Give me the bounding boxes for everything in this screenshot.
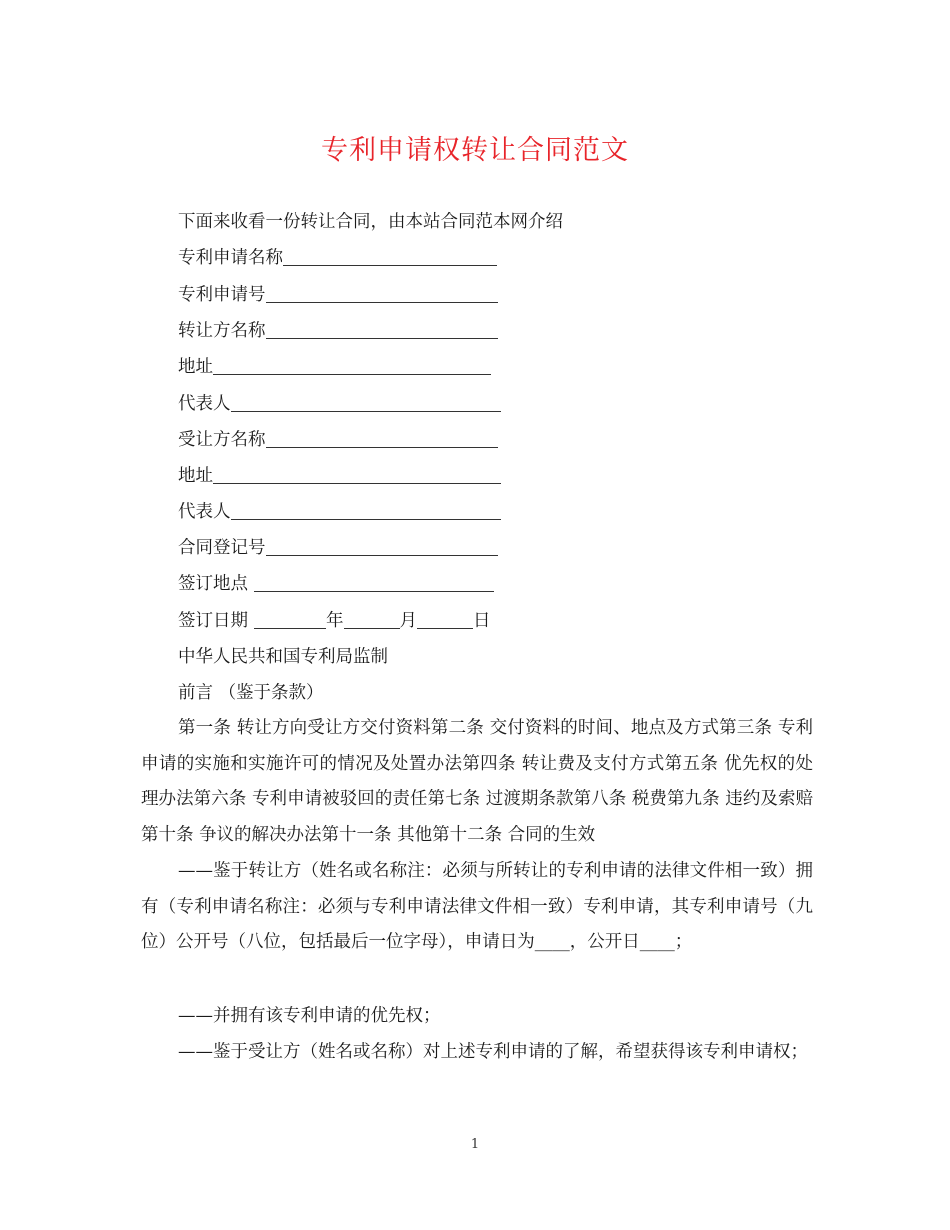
field-label: 地址 xyxy=(178,357,213,377)
document-title: 专利申请权转让合同范文 xyxy=(321,135,629,166)
field-label: 代表人 xyxy=(178,394,231,414)
field-blank xyxy=(266,537,498,556)
field-label: 合同登记号 xyxy=(178,538,266,558)
field-line xyxy=(178,355,491,379)
month-label: 月 xyxy=(399,611,417,631)
field-line xyxy=(178,319,498,343)
field-label: 地址 xyxy=(178,466,213,486)
field-line xyxy=(178,464,501,488)
preface-line: 前言 （鉴于条款） xyxy=(178,683,324,703)
field-line xyxy=(178,572,494,596)
recital-paragraph: ——鉴于受让方（姓名或名称）对上述专利申请的了解，希望获得该专利申请权； xyxy=(178,1042,808,1062)
recital-paragraph: ——并拥有该专利申请的优先权； xyxy=(178,1006,441,1026)
day-label: 日 xyxy=(473,611,491,631)
field-label: 受让方名称 xyxy=(178,430,266,450)
field-blank xyxy=(283,247,497,266)
field-blank xyxy=(266,429,498,448)
recital-paragraph: ——鉴于转让方（姓名或名称注：必须与所转让的专利申请的法律文件相一致）拥有（专利申请名称注：必须与专利申请法律文件相一致）专利申请，其专利申请号（九位）公开号（八位，包括最后一位字母），申请日为____，公开日____； xyxy=(141,861,813,952)
day-blank xyxy=(417,610,473,629)
field-label: 代表人 xyxy=(178,502,231,522)
supervision-line: 中华人民共和国专利局监制 xyxy=(178,647,388,667)
year-blank xyxy=(254,610,326,629)
field-blank xyxy=(254,573,494,592)
field-line xyxy=(178,536,498,560)
field-blank xyxy=(213,356,491,375)
field-line xyxy=(178,246,497,270)
field-line xyxy=(178,392,501,416)
field-blank xyxy=(231,501,501,520)
intro-line: 下面来收看一份转让合同，由本站合同范本网介绍 xyxy=(178,212,563,232)
field-label: 转让方名称 xyxy=(178,321,266,341)
field-blank xyxy=(266,320,498,339)
field-label: 专利申请名称 xyxy=(178,248,283,268)
clause-list-paragraph: 第一条 转让方向受让方交付资料第二条 交付资料的时间、地点及方式第三条 专利申请的实施和实施许可的情况及处置办法第四条 转让费及支付方式第五条 优先权的处理办法第六条 专利申请被驳回的责任第七条 过渡期条款第八条 税费第九条 违约及索赔第十条 争议的解决办法第十一条 其他第十二条 合同的生效 xyxy=(141,718,813,845)
page-number: 1 xyxy=(470,1137,480,1152)
field-line xyxy=(178,500,501,524)
field-label: 专利申请号 xyxy=(178,285,266,305)
sign-date-label: 签订日期 xyxy=(178,611,248,631)
month-blank xyxy=(344,610,400,629)
field-label: 签订地点 xyxy=(178,574,248,594)
field-line xyxy=(178,283,498,307)
field-line xyxy=(178,428,498,452)
sign-date-line xyxy=(178,609,491,633)
year-label: 年 xyxy=(326,611,344,631)
field-blank xyxy=(231,393,501,412)
field-blank xyxy=(213,465,501,484)
field-blank xyxy=(266,284,498,303)
